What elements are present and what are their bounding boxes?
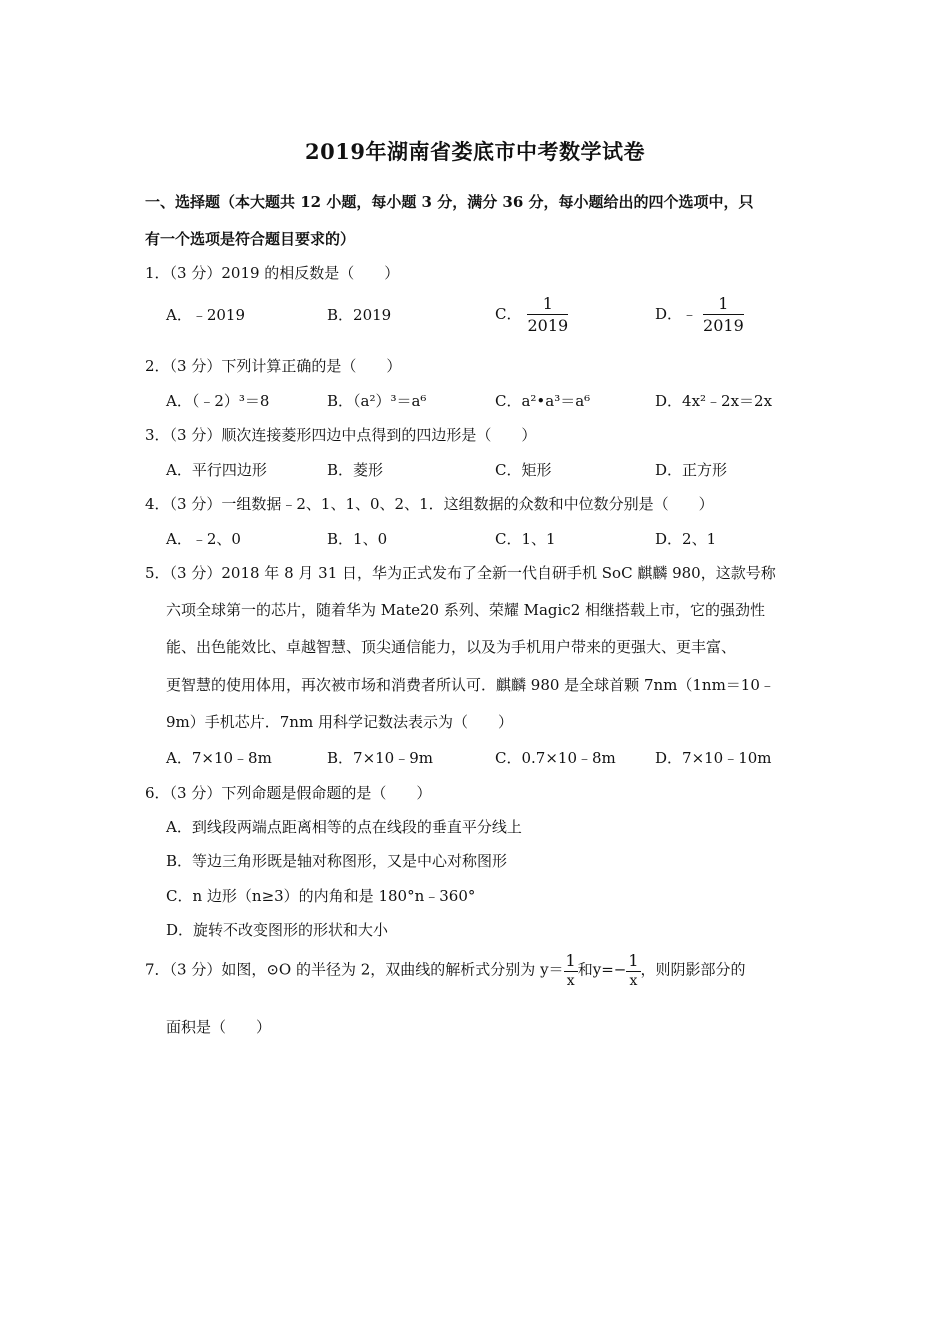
fraction-denominator: 2019 [527,316,569,335]
question-7-text-a: 7．（3 分）如图，⊙O 的半径为 2，双曲线的解析式分别为 y＝ [145,960,564,979]
question-7-text-mid: 和y=− [577,960,627,979]
fraction [703,296,744,334]
question-1-option-d [655,296,744,334]
question-7-line-1 [145,953,746,988]
question-5-option-d: D．7×10﹣10m [655,749,772,767]
question-5-line-4: 更智慧的使用体用，再次被市场和消费者所认可．麒麟 980 是全球首颗 7nm（1nm＝10﹣ [166,676,775,694]
question-5-line-1: 5．（3 分）2018 年 8 月 31 日，华为正式发布了全新一代自研手机 SoC 麒麟 980，这款号称 [145,564,776,582]
question-3-option-b: B．菱形 [327,461,384,479]
question-2-option-a: A．（﹣2）³＝8 [166,392,270,410]
question-5-line-3: 能、出色能效比、卓越智慧、顶尖通信能力，以及为手机用户带来的更强大、更丰富、 [166,638,737,656]
fraction-denominator: 2019 [703,316,744,335]
question-3-option-c: C．矩形 [495,461,552,479]
question-3-option-d: D．正方形 [655,461,728,479]
question-2-option-d: D．4x²﹣2x＝2x [655,392,773,410]
question-5-option-c: C．0.7×10﹣8m [495,749,616,767]
question-6-option-d: D．旋转不改变图形的形状和大小 [166,921,389,939]
question-6-option-c: C．n 边形（n≥3）的内角和是 180°n﹣360° [166,887,476,905]
fraction [626,953,640,988]
question-2-stem: 2．（3 分）下列计算正确的是（ ） [145,357,402,375]
question-5-option-b: B．7×10﹣9m [327,749,433,767]
fraction-numerator: 1 [565,951,576,970]
question-4-option-d: D．2、1 [655,530,717,548]
option-d-label: D．﹣ [655,305,698,323]
page-title: 2019年湖南省娄底市中考数学试卷 [305,139,645,164]
fraction-denominator: x [566,973,575,989]
question-7-line-2: 面积是（ ） [166,1018,272,1036]
section-heading-line2: 有一个选项是符合题目要求的） [145,230,356,248]
question-1-stem: 1．（3 分）2019 的相反数是（ ） [145,264,400,282]
question-6-stem: 6．（3 分）下列命题是假命题的是（ ） [145,784,432,802]
question-1-option-c [495,296,568,334]
fraction-numerator: 1 [703,296,744,315]
fraction [527,296,568,334]
question-4-option-a: A．﹣2、0 [166,530,241,548]
question-2-option-b: B．（a²）³＝a⁶ [327,392,427,410]
fraction-numerator: 1 [628,951,639,970]
question-5-line-5: 9m）手机芯片．7nm 用科学记数法表示为（ ） [166,713,513,731]
fraction [564,953,578,988]
fraction-denominator: x [629,973,638,989]
question-3-stem: 3．（3 分）顺次连接菱形四边中点得到的四边形是（ ） [145,426,537,444]
question-1-option-a: A．﹣2019 [166,306,246,324]
fraction-numerator: 1 [527,296,568,315]
section-heading-line1: 一、选择题（本大题共 12 小题，每小题 3 分，满分 36 分，每小题给出的四个选项中，只 [145,193,754,211]
question-4-stem: 4．（3 分）一组数据﹣2、1、1、0、2、1．这组数据的众数和中位数分别是（ ） [145,495,714,513]
option-c-label: C． [495,305,522,323]
question-1-option-b: B．2019 [327,306,392,324]
question-6-option-a: A．到线段两端点距离相等的点在线段的垂直平分线上 [166,818,522,836]
question-7-text-b: ，则阴影部分的 [640,960,746,979]
question-5-line-2: 六项全球第一的芯片，随着华为 Mate20 系列、荣耀 Magic2 相继搭载上市，它的强劲性 [166,601,766,619]
question-4-option-b: B．1、0 [327,530,388,548]
question-4-option-c: C．1、1 [495,530,556,548]
question-2-option-c: C．a²•a³＝a⁶ [495,392,591,410]
question-5-option-a: A．7×10﹣8m [166,749,272,767]
question-6-option-b: B．等边三角形既是轴对称图形，又是中心对称图形 [166,852,508,870]
question-3-option-a: A．平行四边形 [166,461,267,479]
